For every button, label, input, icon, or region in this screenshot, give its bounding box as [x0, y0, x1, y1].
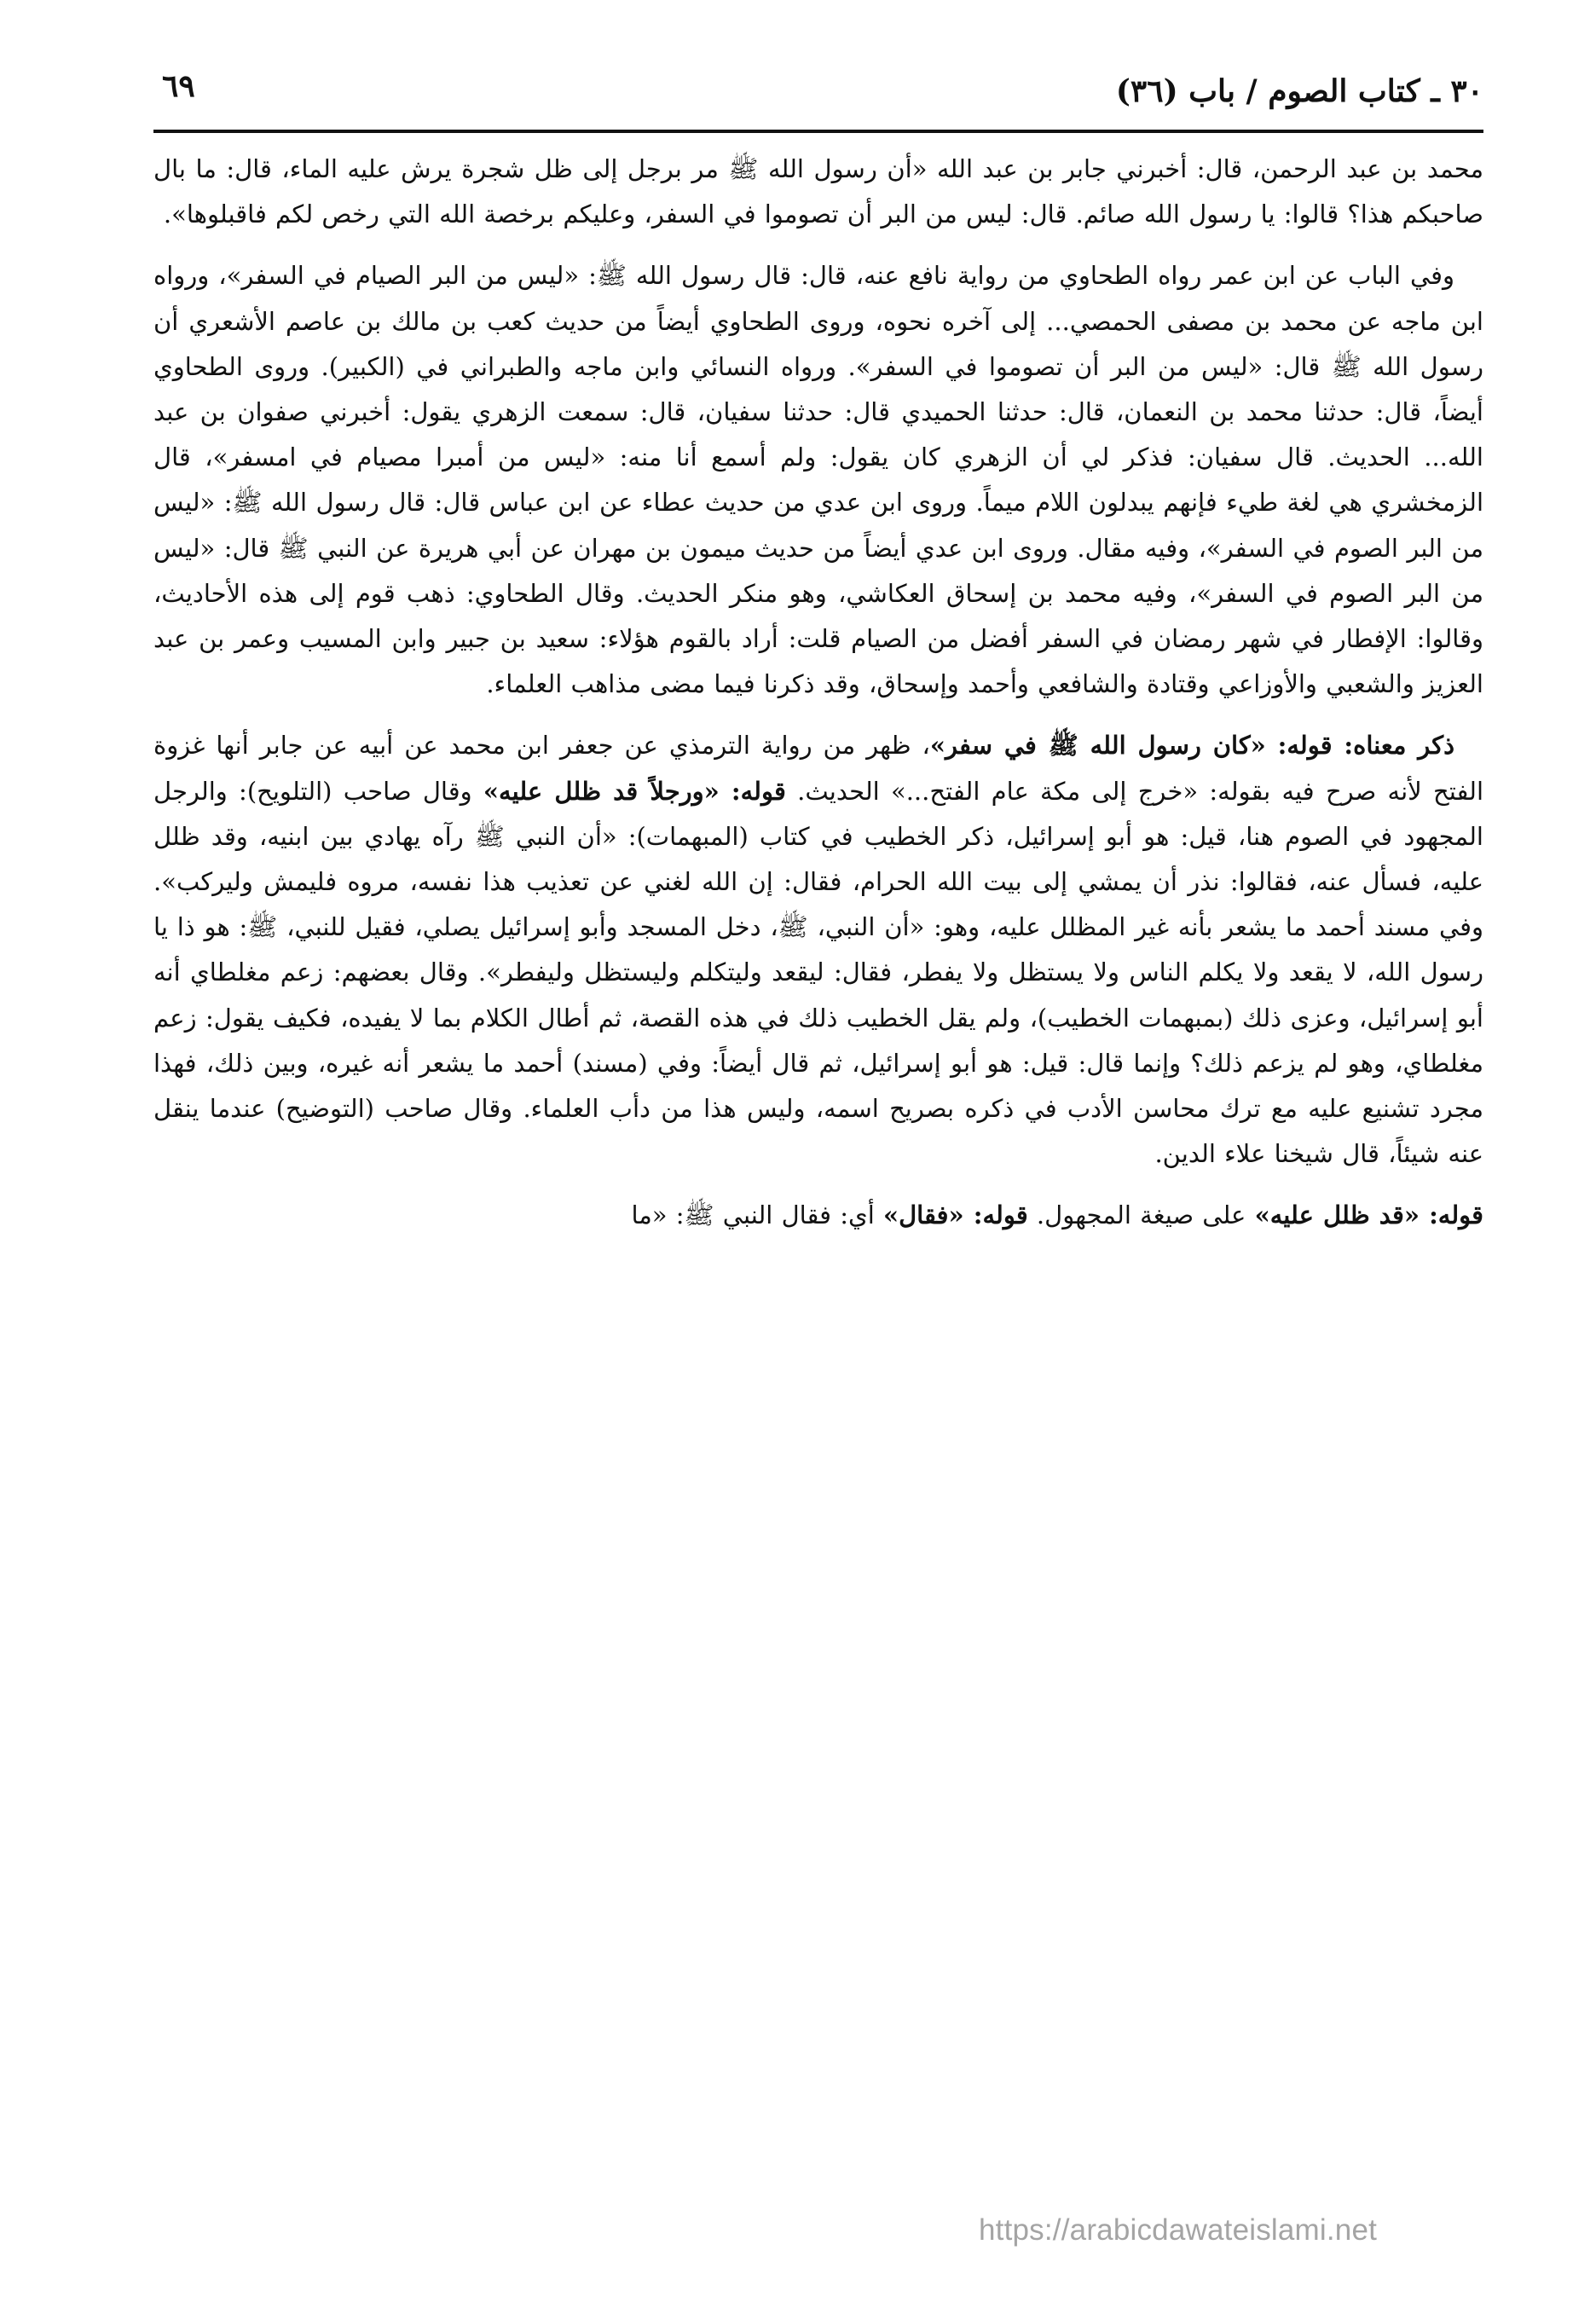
commentary-heading: ذكر معناه: قوله: «كان رسول الله ﷺ في سفر» [929, 731, 1454, 761]
paragraph-4-text-a: على صيغة المجهول. [1027, 1200, 1255, 1230]
paragraph-1: محمد بن عبد الرحمن، قال: أخبرني جابر بن عبد الله «أن رسول الله ﷺ مر برجل إلى ظل شجرة يرش عليه الماء، قال: ما بال صاحبكم هذا؟ قالوا: يا رسول الله صائم. قال: ليس من البر أن تصوموا في السفر، وعليكم برخصة الله التي رخص لكم فاقبلوها». [153, 154, 1483, 229]
quoted-phrase-3: قوله: «فقال» [882, 1200, 1028, 1230]
paragraph-3 [153, 723, 1483, 1177]
chapter-heading: ٣٠ ـ كتاب الصوم / باب (٣٦) [1115, 73, 1483, 109]
quoted-phrase-2: قوله: «قد ظلل عليه» [1254, 1200, 1483, 1230]
paragraph-4 [153, 1193, 1483, 1238]
book-page [153, 60, 1483, 2259]
page-body [153, 147, 1483, 1239]
watermark-url: https://arabicdawateislami.net [979, 2213, 1378, 2247]
paragraph-3-text-b: وقال صاحب (التلويح): والرجل المجهود في الصوم هنا، قيل: هو أبو إسرائيل، ذكر الخطيب في كتاب (المبهمات): «أن النبي ﷺ رآه يهادي بين ابنيه، وقد ظلل عليه، فسأل عنه، فقالوا: نذر أن يمشي إلى بيت الله الحرام، فقال: إن الله لغني عن تعذيب هذا نفسه، مروه فليمش وليركب». وفي مسند أحمد ما يشعر بأنه غير المظلل عليه، وهو: «أن النبي، ﷺ، دخل المسجد وأبو إسرائيل يصلي، فقيل للنبي، ﷺ: هو ذا يا رسول الله، لا يقعد ولا يكلم الناس ولا يستظل ولا يفطر، فقال: ليقعد وليتكلم وليستظل وليفطر». وقال بعضهم: زعم مغلطاي أنه أبو إسرائيل، وعزى ذلك (بمبهمات الخطيب)، ولم يقل الخطيب ذلك في هذه القصة، ثم أطال الكلام بما لا يفيده، فكيف يقول: زعم مغلطاي، وهو لم يزعم ذلك؟ وإنما قال: قيل: هو أبو إسرائيل، ثم قال أيضاً: وفي (مسند) أحمد ما يشعر أنه غيره، وبين ذلك، فهذا مجرد تشنيع عليه مع ترك محاسن الأدب في ذكره بصريح اسمه، وليس هذا من دأب العلماء. وقال صاحب (التوضيح) عندما ينقل عنه شيئاً، قال شيخنا علاء الدين. [153, 776, 1484, 1169]
page-header [153, 60, 1483, 133]
page-number: ٦٩ [162, 68, 195, 104]
paragraph-2: وفي الباب عن ابن عمر رواه الطحاوي من رواية نافع عنه، قال: قال رسول الله ﷺ: «ليس من البر الصيام في السفر»، ورواه ابن ماجه عن محمد بن مصفى الحمصي... إلى آخره نحوه، وروى الطحاوي أيضاً من حديث كعب بن مالك بن عاصم الأشعري أن رسول الله ﷺ قال: «ليس من البر أن تصوموا في السفر». ورواه النسائي وابن ماجه والطبراني في (الكبير). وروى الطحاوي أيضاً، قال: حدثنا محمد بن النعمان، قال: حدثنا الحميدي قال: حدثنا سفيان، قال: سمعت الزهري يقول: أخبرني صفوان بن عبد الله... الحديث. قال سفيان: فذكر لي أن الزهري كان يقول: ولم أسمع أنا منه: «ليس من أمبرا مصيام في امسفر»، قال الزمخشري هي لغة طيء فإنهم يبدلون اللام ميماً. وروى ابن عدي من حديث عطاء عن ابن عباس قال: قال رسول الله ﷺ: «ليس من البر الصوم في السفر»، وفيه مقال. وروى ابن عدي أيضاً من حديث ميمون بن مهران عن أبي هريرة عن النبي ﷺ قال: «ليس من البر الصوم في السفر»، وفيه محمد بن إسحاق العكاشي، وهو منكر الحديث. وقال الطحاوي: ذهب قوم إلى هذه الأحاديث، وقالوا: الإفطار في شهر رمضان في السفر أفضل من الصيام قلت: أراد بالقوم هؤلاء: سعيد بن جبير وابن المسيب وعمر بن عبد العزيز والشعبي والأوزاعي وقتادة والشافعي وأحمد وإسحاق، وقد ذكرنا فيما مضى مذاهب العلماء. [153, 261, 1483, 699]
paragraph-4-text-b: أي: فقال النبي ﷺ: «ما [631, 1200, 883, 1230]
paragraph-3-text-a: ، ظهر من رواية الترمذي عن جعفر ابن محمد عن أبيه عن جابر أنها غزوة الفتح لأنه صرح فيه بقوله: «خرج إلى مكة عام الفتح...» الحديث. [153, 731, 1484, 806]
quoted-phrase: قوله: «ورجلاً قد ظلل عليه» [483, 776, 786, 806]
